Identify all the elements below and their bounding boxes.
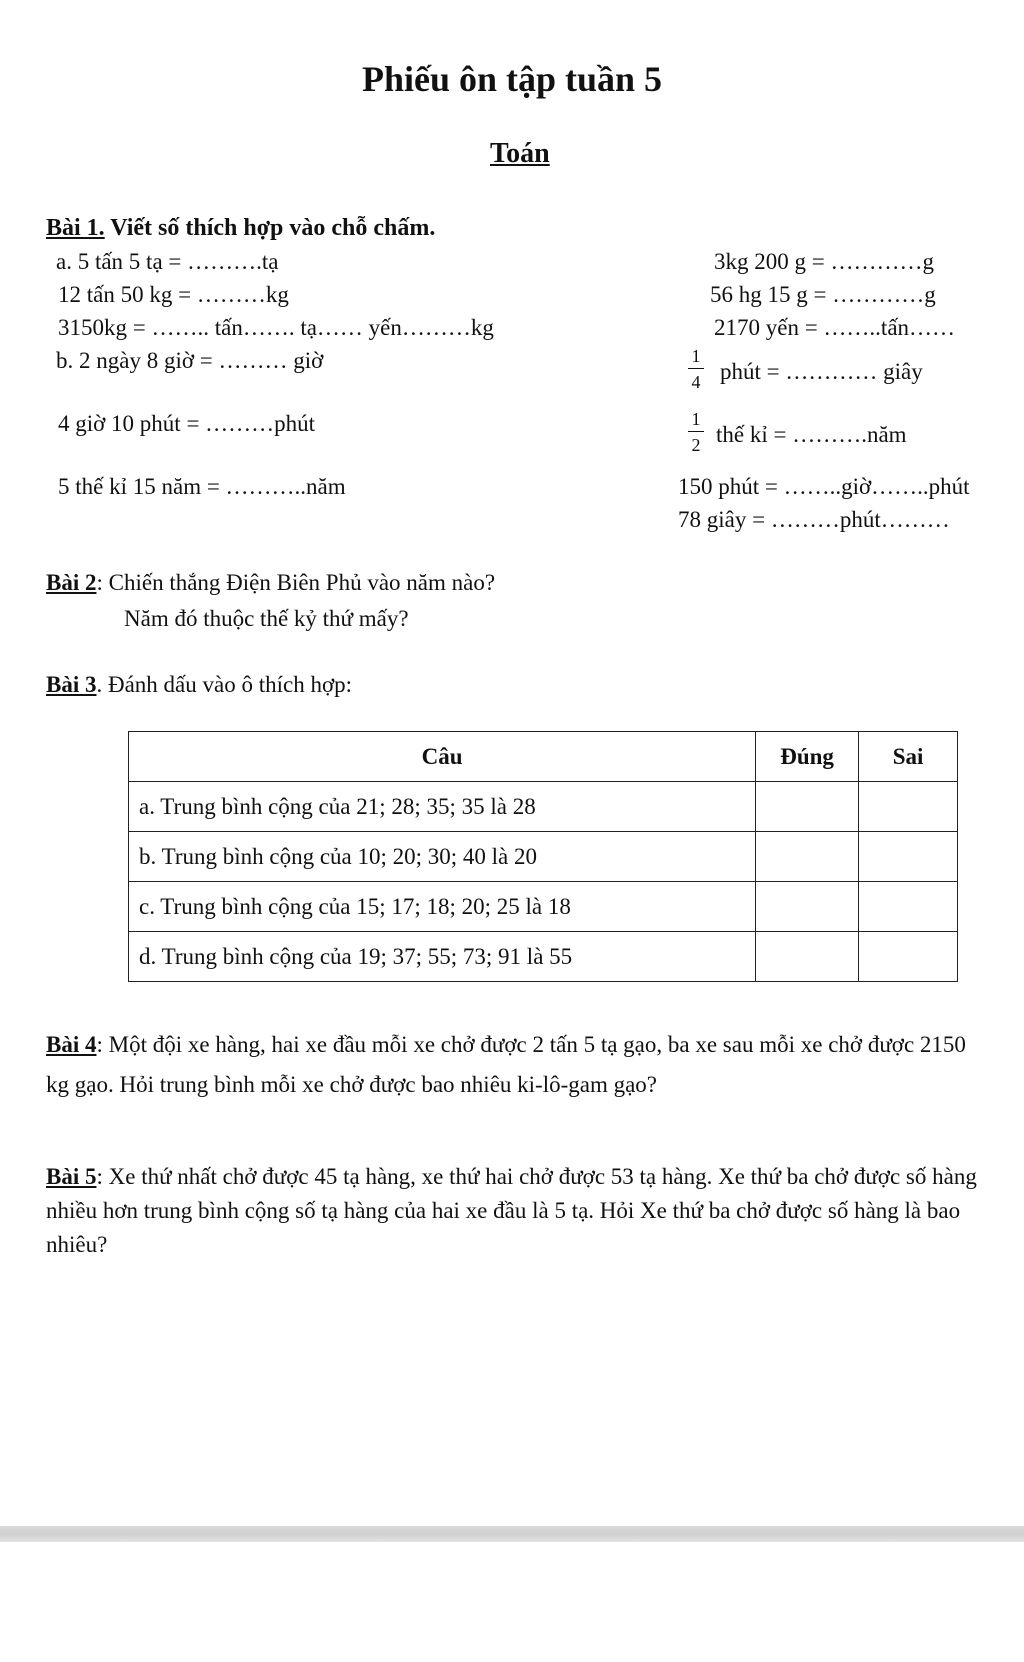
table-row — [129, 782, 958, 832]
table-row — [129, 832, 958, 882]
dung-checkbox-cell[interactable] — [756, 882, 859, 932]
page-title: Phiếu ôn tập tuần 5 — [361, 59, 663, 99]
sai-checkbox-cell[interactable] — [859, 932, 958, 982]
bai1-right-6: 150 phút = ……..giờ……..phút — [678, 474, 970, 499]
bai1-right-5: thế kỉ = ……….năm — [716, 422, 907, 447]
bai2-question: : Chiến thắng Điện Biên Phủ vào năm nào? — [96, 570, 496, 595]
bai3-label: Bài 3 — [46, 672, 97, 697]
bai1-left-1: a. 5 tấn 5 tạ = ……….tạ — [56, 249, 279, 274]
bai5-text: : Xe thứ nhất chở được 45 tạ hàng, xe thứ hai chở được 53 tạ hàng. Xe thứ ba chở được số hàng nhiều hơn trung bình cộng số tạ hàng của hai xe đầu là 5 tạ. Hỏi Xe thứ ba chở được số hàng là bao nhiêu? — [46, 1164, 977, 1257]
sai-checkbox-cell[interactable] — [859, 882, 958, 932]
fraction-one-half — [688, 410, 704, 454]
bai2-line2: Năm đó thuộc thế kỷ thứ mấy? — [124, 606, 409, 631]
statement-cell: c. Trung bình cộng của 15; 17; 18; 20; 25 là 18 — [129, 882, 756, 932]
bai5-paragraph — [46, 1160, 1006, 1262]
bai1-left-6: 5 thế kỉ 15 năm = ………..năm — [58, 474, 346, 499]
dung-checkbox-cell[interactable] — [756, 932, 859, 982]
fraction-half-denominator: 2 — [691, 435, 701, 455]
fraction-quarter-numerator: 1 — [688, 347, 704, 369]
bai1-right-4: phút = ………… giây — [720, 359, 923, 384]
bai3-heading — [46, 671, 352, 699]
sai-checkbox-cell[interactable] — [859, 782, 958, 832]
header-cau: Câu — [129, 732, 756, 782]
table-row — [129, 932, 958, 982]
statement-cell: b. Trung bình cộng của 10; 20; 30; 40 là 20 — [129, 832, 756, 882]
bai3-instruction: . Đánh dấu vào ô thích hợp: — [96, 672, 353, 697]
page-separator-bar — [0, 1526, 1024, 1542]
bai4-label: Bài 4 — [46, 1032, 97, 1057]
true-false-table — [128, 731, 958, 982]
table-row — [129, 882, 958, 932]
statement-cell: d. Trung bình cộng của 19; 37; 55; 73; 91 là 55 — [129, 932, 756, 982]
header-sai: Sai — [859, 732, 958, 782]
header-dung: Đúng — [756, 732, 859, 782]
bai1-right-3: 2170 yến = ……..tấn…… — [714, 315, 956, 340]
bai4-text: : Một đội xe hàng, hai xe đầu mỗi xe chở được 2 tấn 5 tạ gạo, ba xe sau mỗi xe chở được 2150 kg gạo. Hỏi trung bình mỗi xe chở được bao nhiêu ki-lô-gam gạo? — [46, 1032, 966, 1097]
bai1-right-2: 56 hg 15 g = …………g — [710, 282, 936, 307]
dung-checkbox-cell[interactable] — [756, 782, 859, 832]
bai1-label: Bài 1. — [46, 215, 105, 241]
bai1-right-7: 78 giây = ………phút……… — [678, 507, 950, 532]
fraction-quarter-denominator: 4 — [691, 372, 701, 392]
bai1-right-1: 3kg 200 g = …………g — [714, 249, 934, 274]
bai1-left-5: 4 giờ 10 phút = ………phút — [58, 411, 316, 436]
bai1-left-4: b. 2 ngày 8 giờ = ……… giờ — [56, 348, 324, 373]
bai2-label: Bài 2 — [46, 570, 97, 595]
bai1-instruction: Viết số thích hợp vào chỗ chấm. — [104, 215, 436, 241]
subject-heading: Toán — [490, 138, 550, 169]
table-header-row — [129, 732, 958, 782]
fraction-half-numerator: 1 — [688, 410, 704, 432]
bai5-label: Bài 5 — [46, 1164, 97, 1189]
bai1-heading — [46, 214, 435, 242]
bai2-line1 — [46, 569, 495, 597]
statement-cell: a. Trung bình cộng của 21; 28; 35; 35 là 28 — [129, 782, 756, 832]
bai1-left-3: 3150kg = …….. tấn……. tạ…… yến………kg — [58, 315, 494, 340]
bai1-left-2: 12 tấn 50 kg = ………kg — [58, 282, 289, 307]
sai-checkbox-cell[interactable] — [859, 832, 958, 882]
fraction-one-quarter — [688, 347, 704, 391]
dung-checkbox-cell[interactable] — [756, 832, 859, 882]
bai4-paragraph — [46, 1025, 986, 1105]
